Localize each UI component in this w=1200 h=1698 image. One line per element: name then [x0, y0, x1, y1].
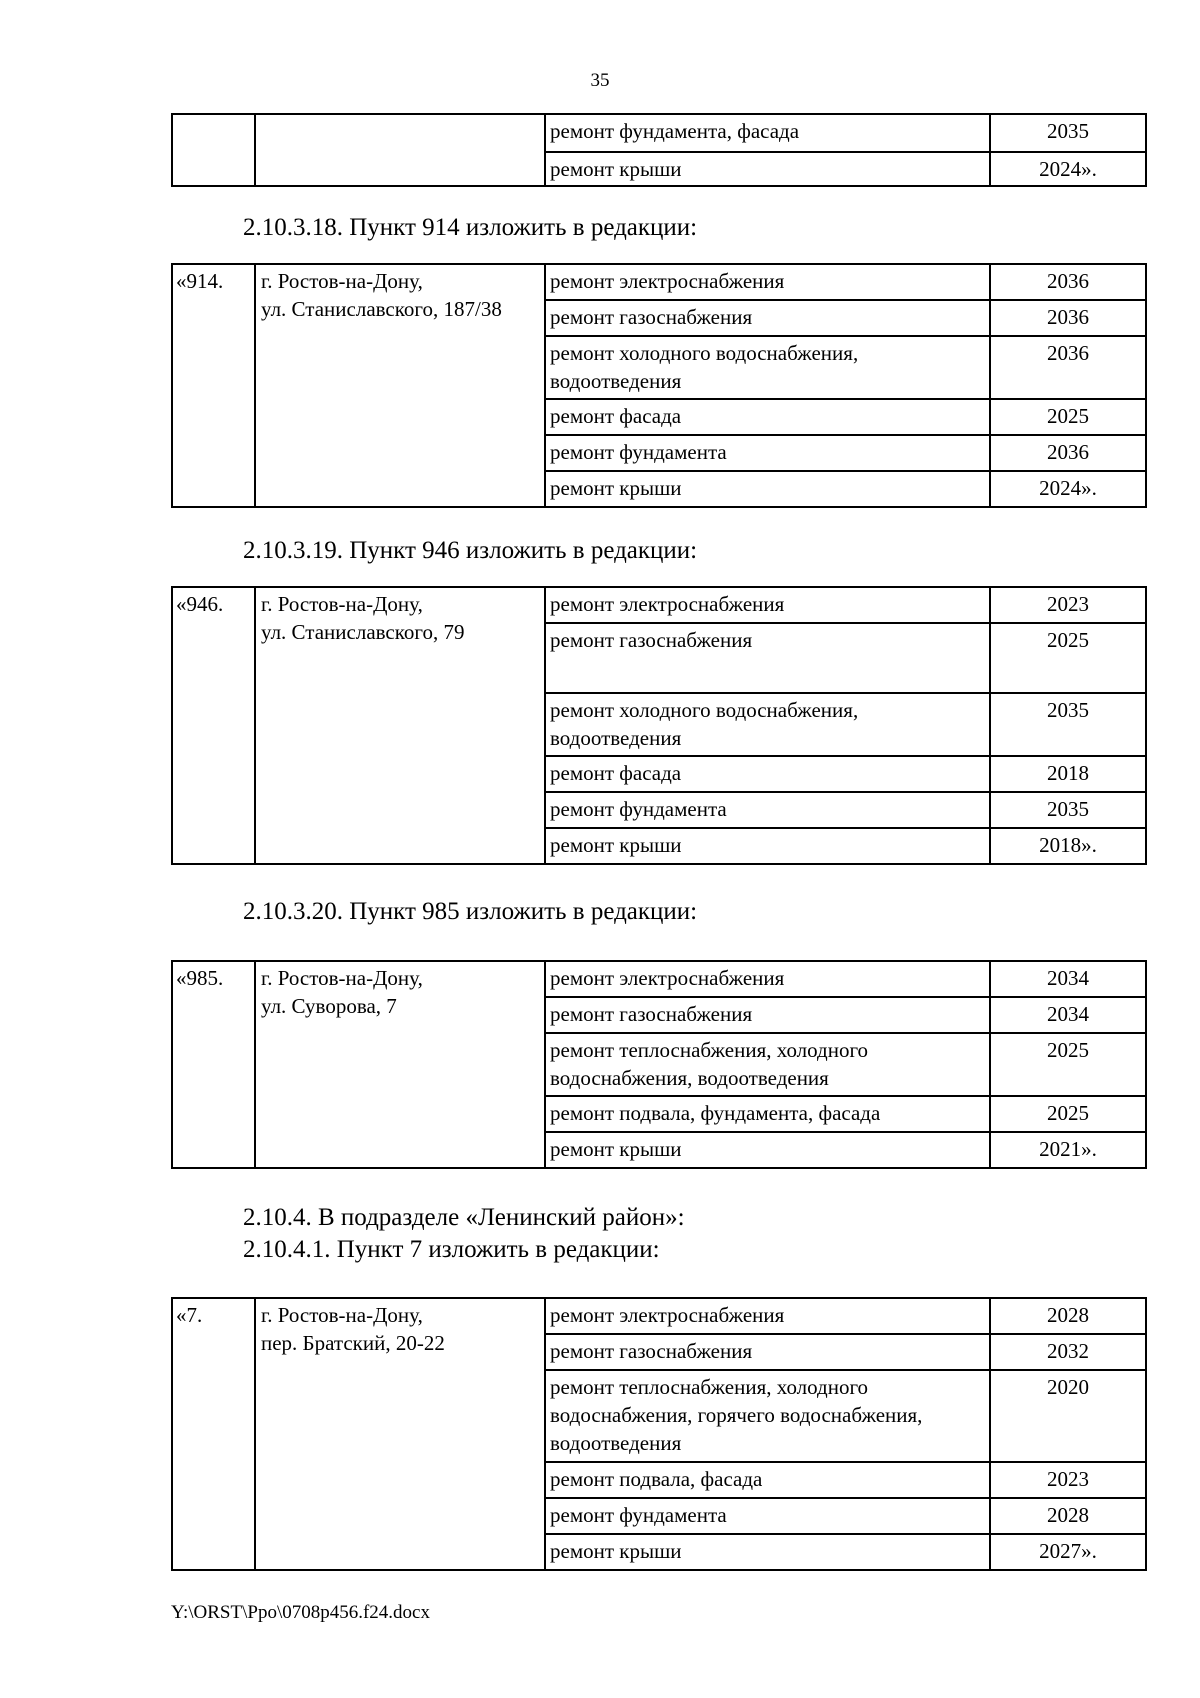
- work-cell: ремонт газоснабжения: [545, 623, 990, 693]
- work-cell: ремонт крыши: [545, 1132, 990, 1168]
- year-cell: 2021».: [990, 1132, 1146, 1168]
- work-cell: ремонт холодного водоснабжения, водоотведения: [545, 693, 990, 756]
- year-cell: 2034: [990, 961, 1146, 997]
- year-cell: 2018: [990, 756, 1146, 792]
- item-table-946: [171, 586, 1147, 865]
- item-number-cell: «914.: [172, 264, 255, 507]
- item-table-985: [171, 960, 1147, 1169]
- address-city: г. Ростов-на-Дону,: [261, 592, 423, 616]
- year-cell: 2023: [990, 587, 1146, 623]
- address-cell: [255, 1298, 545, 1570]
- address-cell: [255, 961, 545, 1168]
- address-street: ул. Суворова, 7: [261, 994, 397, 1018]
- work-cell: ремонт фундамента, фасада: [545, 114, 990, 152]
- year-cell: 2034: [990, 997, 1146, 1033]
- section-heading: 2.10.3.20. Пункт 985 изложить в редакции:: [243, 898, 698, 925]
- work-cell: ремонт электроснабжения: [545, 1298, 990, 1334]
- year-cell: 2035: [990, 792, 1146, 828]
- work-cell: ремонт газоснабжения: [545, 997, 990, 1033]
- year-cell: 2036: [990, 336, 1146, 399]
- work-cell: ремонт фасада: [545, 756, 990, 792]
- section-heading: 2.10.3.18. Пункт 914 изложить в редакции:: [243, 214, 698, 241]
- year-cell: 2025: [990, 623, 1146, 693]
- address-city: г. Ростов-на-Дону,: [261, 269, 423, 293]
- work-cell: ремонт подвала, фундамента, фасада: [545, 1096, 990, 1132]
- work-cell: ремонт теплоснабжения, холодного водоснабжения, горячего водоснабжения, водоотведения: [545, 1370, 990, 1462]
- year-cell: 2035: [990, 693, 1146, 756]
- work-cell: ремонт электроснабжения: [545, 961, 990, 997]
- work-cell: ремонт газоснабжения: [545, 1334, 990, 1370]
- work-cell: ремонт крыши: [545, 471, 990, 507]
- year-cell: 2024».: [990, 152, 1146, 186]
- work-cell: ремонт фундамента: [545, 1498, 990, 1534]
- work-cell: ремонт газоснабжения: [545, 300, 990, 336]
- year-cell: 2025: [990, 1033, 1146, 1096]
- subsection-heading: 2.10.4. В подразделе «Ленинский район»:: [243, 1204, 685, 1231]
- table-row: [172, 587, 1146, 623]
- address-cell: [255, 587, 545, 864]
- address-city: г. Ростов-на-Дону,: [261, 1303, 423, 1327]
- address-city: г. Ростов-на-Дону,: [261, 966, 423, 990]
- item-number-cell: «946.: [172, 587, 255, 864]
- year-cell: 2025: [990, 399, 1146, 435]
- work-cell: ремонт фундамента: [545, 435, 990, 471]
- work-cell: ремонт фасада: [545, 399, 990, 435]
- address-street: пер. Братский, 20-22: [261, 1331, 445, 1355]
- address-cell: [255, 264, 545, 507]
- item-table-914: [171, 263, 1147, 508]
- year-cell: 2036: [990, 300, 1146, 336]
- work-cell: ремонт крыши: [545, 828, 990, 864]
- year-cell: 2032: [990, 1334, 1146, 1370]
- work-cell: ремонт крыши: [545, 1534, 990, 1570]
- section-heading: 2.10.3.19. Пункт 946 изложить в редакции:: [243, 537, 698, 564]
- continuation-table: [171, 113, 1147, 187]
- year-cell: 2018».: [990, 828, 1146, 864]
- section-heading: 2.10.4.1. Пункт 7 изложить в редакции:: [243, 1236, 660, 1263]
- year-cell: 2020: [990, 1370, 1146, 1462]
- item-table-7: [171, 1297, 1147, 1571]
- table-row: [172, 114, 1146, 152]
- work-cell: ремонт подвала, фасада: [545, 1462, 990, 1498]
- work-cell: ремонт электроснабжения: [545, 587, 990, 623]
- year-cell: 2024».: [990, 471, 1146, 507]
- work-cell: ремонт электроснабжения: [545, 264, 990, 300]
- footer-file-path: Y:\ORST\Ppo\0708p456.f24.docx: [171, 1602, 430, 1623]
- table-row: [172, 1298, 1146, 1334]
- table-row: [172, 264, 1146, 300]
- address-street: ул. Станиславского, 79: [261, 620, 465, 644]
- year-cell: 2025: [990, 1096, 1146, 1132]
- work-cell: ремонт теплоснабжения, холодного водоснабжения, водоотведения: [545, 1033, 990, 1096]
- work-cell: ремонт холодного водоснабжения, водоотведения: [545, 336, 990, 399]
- item-number-cell: «7.: [172, 1298, 255, 1570]
- work-cell: ремонт фундамента: [545, 792, 990, 828]
- page-number: 35: [590, 70, 610, 91]
- year-cell: 2036: [990, 435, 1146, 471]
- work-cell: ремонт крыши: [545, 152, 990, 186]
- year-cell: 2028: [990, 1298, 1146, 1334]
- item-number-cell: «985.: [172, 961, 255, 1168]
- address-cell: [255, 114, 545, 186]
- year-cell: 2028: [990, 1498, 1146, 1534]
- table-row: [172, 961, 1146, 997]
- year-cell: 2023: [990, 1462, 1146, 1498]
- year-cell: 2035: [990, 114, 1146, 152]
- year-cell: 2027».: [990, 1534, 1146, 1570]
- item-number-cell: [172, 114, 255, 186]
- year-cell: 2036: [990, 264, 1146, 300]
- address-street: ул. Станиславского, 187/38: [261, 297, 502, 321]
